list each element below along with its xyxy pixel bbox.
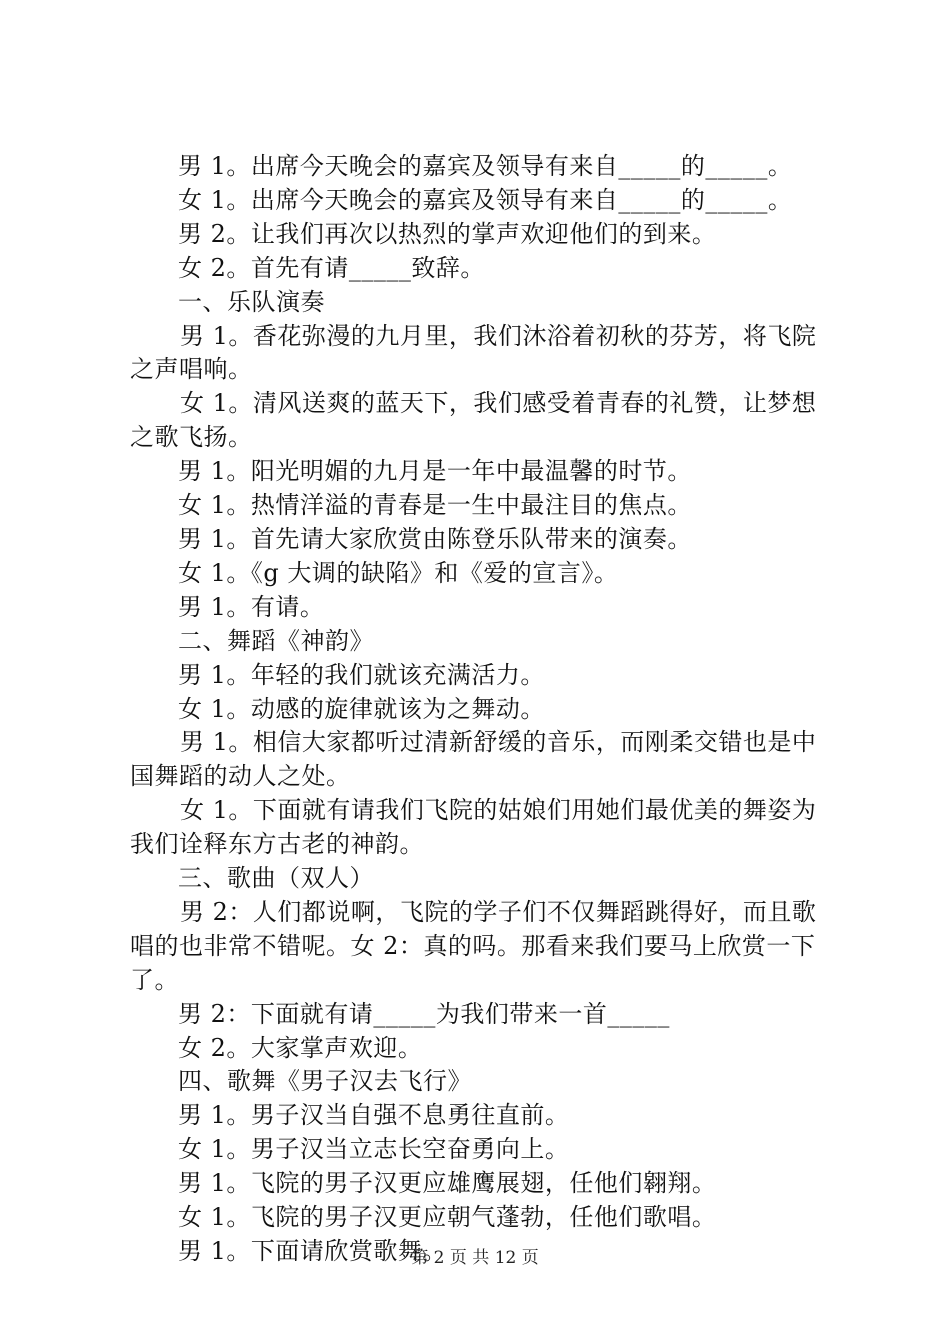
document-paragraph: 女 1。清风送爽的蓝天下，我们感受着青春的礼赞，让梦想之歌飞扬。 — [130, 389, 817, 452]
document-paragraph: 男 2。让我们再次以热烈的掌声欢迎他们的到来。 — [178, 219, 717, 248]
document-paragraph: 二、舞蹈《神韵》 — [178, 626, 374, 655]
document-paragraph: 男 1。相信大家都听过清新舒缓的音乐，而刚柔交错也是中国舞蹈的动人之处。 — [130, 728, 817, 791]
document-paragraph: 男 1。男子汉当自强不息勇往直前。 — [178, 1101, 570, 1130]
document-paragraph: 女 1。《g 大调的缺陷》和《爱的宣言》。 — [178, 558, 619, 587]
document-paragraph: 男 1。出席今天晚会的嘉宾及领导有来自_____的_____。 — [178, 152, 793, 180]
document-paragraph: 男 2：人们都说啊，飞院的学子们不仅舞蹈跳得好，而且歌唱的也非常不错呢。女 2：真的吗。那看来我们要马上欣赏一下了。 — [130, 897, 817, 994]
document-paragraph: 男 1。下面请欣赏歌舞。 — [178, 1237, 447, 1265]
document-paragraph: 女 2。首先有请_____致辞。 — [178, 253, 485, 282]
document-paragraph: 四、歌舞《男子汉去飞行》 — [178, 1067, 472, 1096]
document-paragraph: 女 1。男子汉当立志长空奋勇向上。 — [178, 1135, 570, 1164]
page-number-footer: 第 2 页 共 12 页 — [411, 1248, 539, 1268]
document-paragraph: 女 1。动感的旋律就该为之舞动。 — [178, 694, 545, 723]
document-paragraph: 男 2：下面就有请_____为我们带来一首_____ — [178, 999, 670, 1028]
document-body — [130, 150, 830, 1269]
document-paragraph: 女 1。飞院的男子汉更应朝气蓬勃，任他们歌唱。 — [178, 1203, 717, 1232]
document-paragraph: 三、歌曲（双人） — [178, 864, 374, 893]
document-paragraph: 男 1。年轻的我们就该充满活力。 — [178, 660, 545, 689]
document-paragraph: 女 1。出席今天晚会的嘉宾及领导有来自_____的_____。 — [178, 185, 793, 214]
document-paragraph: 女 1。下面就有请我们飞院的姑娘们用她们最优美的舞姿为我们诠释东方古老的神韵。 — [130, 796, 817, 859]
document-paragraph: 男 1。飞院的男子汉更应雄鹰展翅，任他们翱翔。 — [178, 1169, 717, 1198]
document-paragraph: 一、乐队演奏 — [178, 287, 325, 316]
document-paragraph: 男 1。香花弥漫的九月里，我们沐浴着初秋的芬芳，将飞院之声唱响。 — [130, 321, 817, 384]
document-paragraph: 男 1。有请。 — [178, 592, 325, 621]
document-paragraph: 女 1。热情洋溢的青春是一生中最注目的焦点。 — [178, 491, 692, 520]
document-paragraph: 女 2。大家掌声欢迎。 — [178, 1033, 423, 1062]
document-paragraph: 男 1。首先请大家欣赏由陈登乐队带来的演奏。 — [178, 524, 692, 553]
document-paragraph: 男 1。阳光明媚的九月是一年中最温馨的时节。 — [178, 457, 692, 486]
